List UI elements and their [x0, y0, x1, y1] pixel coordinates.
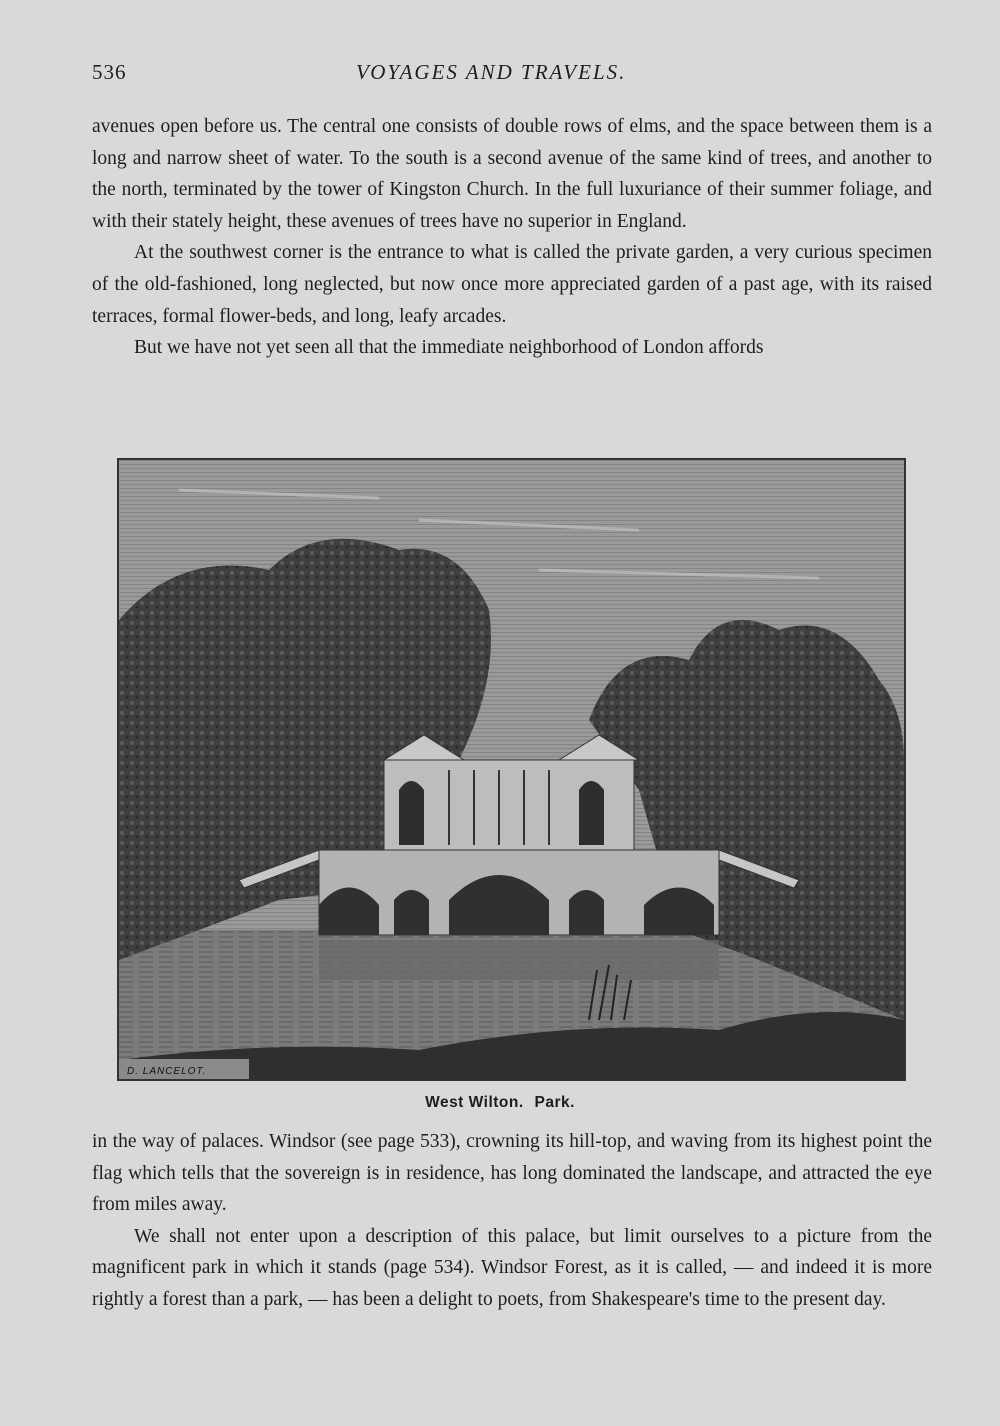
paragraph: avenues open before us. The central one consists of double rows of elms, and the space between them is a long and narrow sheet of water. To the south is a second avenue of the same kind of trees, and another to the north, terminated by the tower of Kingston Church. In the full luxuriance of their summer foliage, and with their stately height, these avenues of trees have no superior in England.	[92, 116, 932, 232]
caption-part: West Wilton.	[425, 1094, 524, 1111]
bottom-text-block	[92, 1126, 932, 1316]
caption-part: Park.	[534, 1094, 575, 1111]
artist-signature: D. LANCELOT.	[127, 1066, 207, 1077]
figure-caption	[0, 1094, 1000, 1112]
top-text-block	[92, 111, 932, 364]
paragraph: At the southwest corner is the entrance to what is called the private garden, a very curious specimen of the old-fashioned, long neglected, but now once more appreciated garden of a past age, with its raised terraces, formal flower-beds, and long, leafy arcades.	[92, 242, 932, 327]
page-number: 536	[92, 60, 127, 84]
running-title: VOYAGES AND TRAVELS.	[356, 60, 627, 84]
paragraph: We shall not enter upon a description of this palace, but limit ourselves to a picture from the magnificent park in which it stands (page 534). Windsor Forest, as it is called, — and indeed it is more rightly a forest than a park, — has been a delight to poets, from Shakespeare's time to the present day.	[92, 1225, 932, 1310]
paragraph: But we have not yet seen all that the immediate neighborhood of London affords	[134, 337, 764, 359]
paragraph: in the way of palaces. Windsor (see page 533), crowning its hill-top, and waving from its highest point the flag which tells that the sovereign is in residence, has long dominated the landscape, and attracted the eye from miles away.	[92, 1131, 932, 1216]
bridge-engraving-image	[119, 460, 904, 1079]
engraving-illustration	[117, 458, 906, 1081]
